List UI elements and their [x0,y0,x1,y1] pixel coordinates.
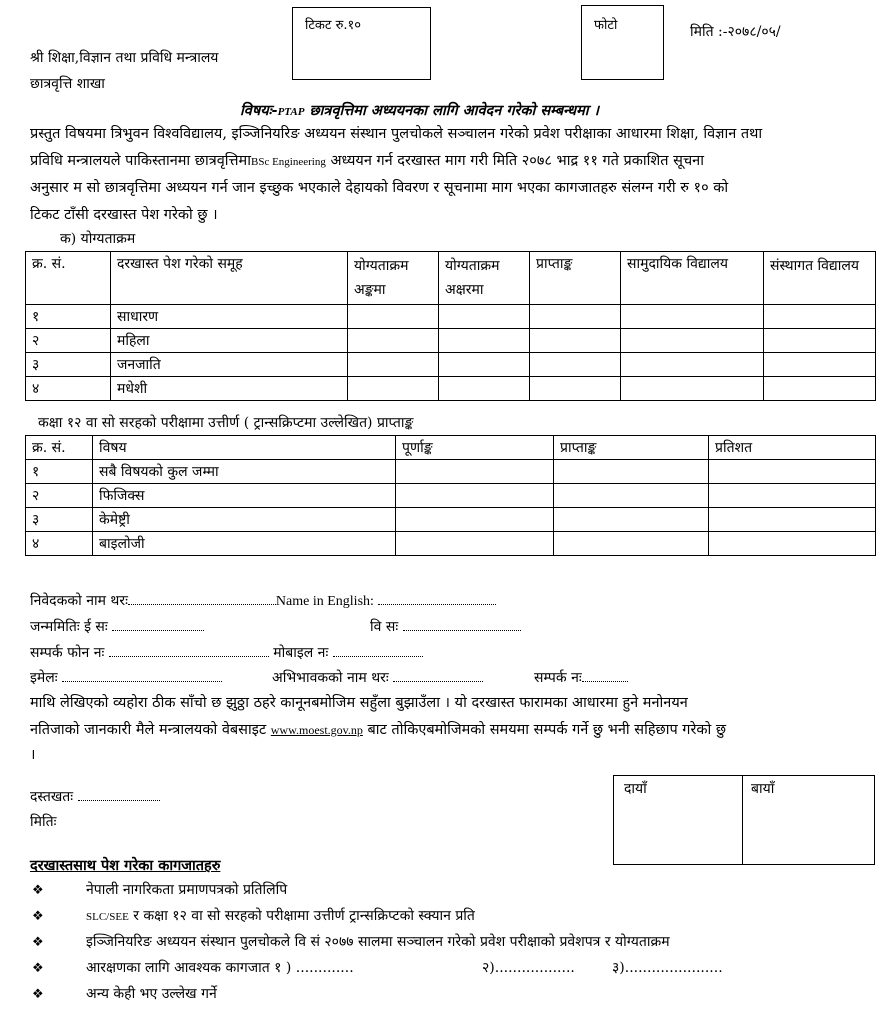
guardian-label: अभिभावकको नाम थरः [272,670,389,686]
section-b-label: कक्षा १२ वा सो सरहको परीक्षामा उत्तीर्ण ( ट्रान्सक्रिप्टमा उल्लेखित) प्राप्ताङ्क [38,415,414,431]
table2-cell: १ [26,460,93,484]
ticket-label: टिकट रु.१० [305,18,362,33]
dob-ad-field[interactable] [112,618,204,631]
declaration-line-2 [30,717,872,744]
applicant-name-field[interactable] [128,592,276,605]
left-thumb-label: बायाँ [751,781,775,797]
table1-header: सामुदायिक विद्यालय [621,252,764,305]
table-row [26,377,876,401]
table1-header: प्राप्ताङ्क [530,252,621,305]
input-cell[interactable] [439,329,530,353]
branch-name: छात्रवृत्ति शाखा [30,76,105,92]
declaration-line-1: माथि लेखिएको व्यहोरा ठीक साँचो छ झुठ्ठा ठहरे कानूनबमोजिम सहुँला बुझाउँला । यो दरखास्त फारामका आधारमा हुने मनोनयन [30,695,688,711]
table2-cell: बाइलोजी [93,532,396,556]
table2-header-row [26,436,876,460]
input-cell[interactable] [621,305,764,329]
phone-label: सम्पर्क फोन नः [30,645,105,661]
table1-header: योग्यताक्रम अक्षरमा [439,252,530,305]
table2-cell: फिजिक्स [93,484,396,508]
input-cell[interactable] [709,460,876,484]
body-line-2b: अध्ययन गर्न दरखास्त माग गरी मिति २०७८ भाद्र ११ गते प्रकाशित सूचना [330,153,704,169]
table2-header: पूर्णाङ्क [396,436,554,460]
attachment-item-2-prefix: SLC/SEE [86,911,129,923]
bullet-icon: ❖ [32,909,44,924]
attachment-item: अन्य केही भए उल्लेख गर्ने [86,986,217,1002]
table1-cell: २ [26,329,111,353]
table1-cell: मधेशी [111,377,348,401]
phone-field[interactable] [109,644,269,657]
table-row [26,353,876,377]
attachment-item-4-mid: २).................. [482,960,575,976]
attachment-item-2-text: र कक्षा १२ वा सो सरहको परीक्षामा उत्तीर्ण ट्रान्सक्रिप्टको स्क्यान प्रति [133,908,475,924]
table1-header-row [26,252,876,305]
input-cell[interactable] [709,532,876,556]
ministry-name: श्री शिक्षा,विज्ञान तथा प्रविधि मन्त्रालय [30,50,219,66]
input-cell[interactable] [530,329,621,353]
right-thumb-label: दायाँ [624,781,647,797]
body-line-1: प्रस्तुत विषयमा त्रिभुवन विश्वविद्यालय, इञ्जिनियरिङ अध्ययन संस्थान पुलचोकले सञ्चालन गरेको प्रवेश परीक्षाका आधारमा शिक्षा, विज्ञान तथा [30,126,763,142]
dob-ad-label: जन्ममितिः ई सः [30,619,108,635]
table2-cell: ३ [26,508,93,532]
input-cell[interactable] [621,329,764,353]
input-cell[interactable] [348,305,439,329]
declaration-line-2a: नतिजाको जानकारी मैले मन्त्रालयको वेबसाइट [30,722,267,738]
table1-cell: साधारण [111,305,348,329]
table1-header: योग्यताक्रम अङ्कमा [348,252,439,305]
attachment-item [86,906,475,925]
table1-cell: महिला [111,329,348,353]
input-cell[interactable] [396,460,554,484]
table1-cell: ३ [26,353,111,377]
attachment-item: इञ्जिनियरिङ अध्ययन संस्थान पुलचोकले वि सं २०७७ सालमा सञ्चालन गरेको प्रवेश परीक्षाको प्रवेशपत्र र योग्यताक्रम [86,934,670,950]
contact-label: सम्पर्क नः [534,670,582,686]
subject-prefix: विषयः- [240,102,278,119]
name-english-field[interactable] [378,592,496,605]
body-line-2a: प्रविधि मन्त्रालयले पाकिस्तानमा छात्रवृत्तिमा [30,153,251,169]
subject-ptap: PTAP [277,106,305,118]
input-cell[interactable] [764,305,876,329]
input-cell[interactable] [396,532,554,556]
table1-header: संस्थागत विद्यालय [764,252,876,305]
attachment-item: आरक्षणका लागि आवश्यक कागजात १ ) ............. [86,960,354,976]
input-cell[interactable] [554,484,709,508]
input-cell[interactable] [396,484,554,508]
input-cell[interactable] [530,377,621,401]
website-link[interactable]: www.moest.gov.np [270,723,363,737]
table2-cell: २ [26,484,93,508]
subject-rest: छात्रवृत्तिमा अध्ययनका लागि आवेदन गरेको सम्बन्धमा । [309,102,600,119]
table2-cell: ४ [26,532,93,556]
input-cell[interactable] [709,484,876,508]
table1-cell: १ [26,305,111,329]
input-cell[interactable] [709,508,876,532]
table2-header: प्रतिशत [709,436,876,460]
table-row [26,329,876,353]
input-cell[interactable] [530,353,621,377]
input-cell[interactable] [348,377,439,401]
table2-cell: केमेष्ट्री [93,508,396,532]
applicant-name-label: निवेदकको नाम थरः [30,593,128,609]
input-cell[interactable] [396,508,554,532]
ticket-box [292,7,431,80]
email-field[interactable] [62,669,222,682]
contact-row [534,668,628,687]
table1-cell: ४ [26,377,111,401]
email-row [30,668,222,687]
table2-header: प्राप्ताङ्क [554,436,709,460]
input-cell[interactable] [554,532,709,556]
input-cell[interactable] [764,353,876,377]
dob-bs-row [370,617,521,636]
dob-bs-field[interactable] [403,618,521,631]
table-row [26,305,876,329]
bullet-icon: ❖ [32,961,44,976]
mobile-field[interactable] [333,644,423,657]
input-cell[interactable] [554,508,709,532]
table2-cell: सबै विषयको कुल जम्मा [93,460,396,484]
thumbprint-box [613,775,875,865]
table1-header: दरखास्त पेश गरेको समूह [111,252,348,305]
name-english-label: Name in English: [275,594,374,609]
contact-field[interactable] [582,669,628,682]
guardian-field[interactable] [393,669,483,682]
attachment-item: नेपाली नागरिकता प्रमाणपत्रको प्रतिलिपि [86,882,288,898]
subject-line [240,100,599,120]
input-cell[interactable] [764,377,876,401]
sign-date-label: मितिः [30,814,57,830]
marks-table [25,435,876,556]
dob-ad-row [30,617,204,636]
guardian-row [272,668,483,687]
mobile-label: मोबाइल नः [273,645,329,661]
input-cell[interactable] [554,460,709,484]
thumbprint-divider [742,776,743,864]
signature-label: दस्तखतः [30,789,74,805]
input-cell[interactable] [621,377,764,401]
dob-bs-label: वि सः [370,619,399,635]
body-line-2-en: BSc Engineering [251,156,326,168]
input-cell[interactable] [764,329,876,353]
input-cell[interactable] [348,353,439,377]
applicant-name-row [30,591,496,610]
table-row [26,460,876,484]
photo-label: फोटो [594,18,618,33]
table-row [26,484,876,508]
table2-header: क्र. सं. [26,436,93,460]
table2-header: विषय [93,436,396,460]
signature-field[interactable] [78,788,160,801]
declaration-line-3: । [30,747,36,763]
attachments-title: दरखास्तसाथ पेश गरेका कागजातहरु [30,857,221,874]
attachment-item-4-end: ३)...................... [612,960,723,976]
declaration-line-2b: बाट तोकिएबमोजिमको समयमा सम्पर्क गर्ने छु भनी सहिछाप गरेको छु [367,722,727,738]
email-label: इमेलः [30,670,58,686]
qualification-table [25,251,876,401]
input-cell[interactable] [439,305,530,329]
signature-row [30,787,160,806]
input-cell[interactable] [530,305,621,329]
bullet-icon: ❖ [32,935,44,950]
body-line-4: टिकट टाँसी दरखास्त पेश गरेको छु । [30,207,218,223]
table1-cell: जनजाति [111,353,348,377]
body-line-2 [30,148,872,176]
body-line-3: अनुसार म सो छात्रवृत्तिमा अध्ययन गर्न जान इच्छुक भएकाले देहायको विवरण र सूचनामा माग भएका कागजातहरु संलग्न गरी रु १० को [30,180,729,196]
phone-row [30,643,423,662]
table1-header: क्र. सं. [26,252,111,305]
input-cell[interactable] [439,353,530,377]
photo-box [581,5,664,80]
input-cell[interactable] [348,329,439,353]
table-row [26,508,876,532]
section-a-label: क) योग्यताक्रम [60,231,136,247]
date-field: मिति :-२०७८/०५/ [690,24,781,40]
input-cell[interactable] [439,377,530,401]
table-row [26,532,876,556]
bullet-icon: ❖ [32,883,44,898]
bullet-icon: ❖ [32,987,44,1002]
input-cell[interactable] [621,353,764,377]
